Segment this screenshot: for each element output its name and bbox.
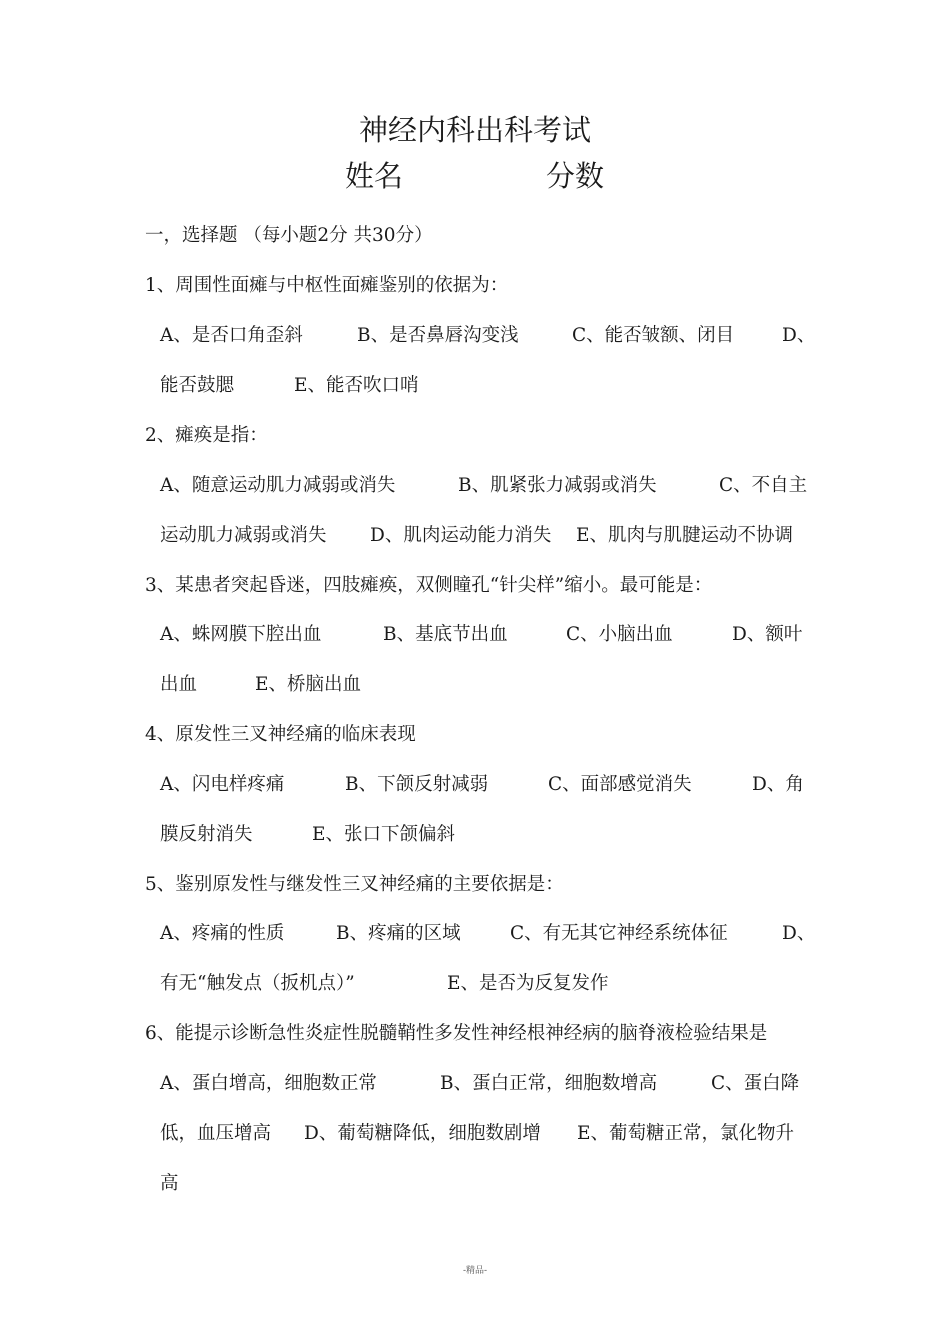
question-stem: 4、原发性三叉神经痛的临床表现 [145,724,416,745]
option: C、能否皱额、闭目 [572,325,735,346]
exam-title: 神经内科出科考试 [358,113,591,147]
option: E、桥脑出血 [255,674,362,695]
option: C、面部感觉消失 [548,774,692,795]
option: 出血 [160,674,198,695]
option: 有无“触发点（扳机点）” [160,973,355,994]
option: C、蛋白降 [711,1073,800,1094]
option: E、张口下颌偏斜 [312,824,456,845]
option: B、下颌反射减弱 [345,774,489,795]
option: D、葡萄糖降低，细胞数剧增 [304,1123,541,1144]
option: B、基底节出血 [383,624,508,645]
option: A、随意运动肌力减弱或消失 [160,475,396,496]
question-stem: 2、瘫痪是指： [145,425,268,446]
option: A、闪电样疼痛 [160,774,285,795]
section-heading: 一，选择题 （每小题2分 共30分） [145,225,433,246]
option: B、肌紧张力减弱或消失 [458,475,657,496]
option: E、葡萄糖正常，氯化物升 [577,1123,795,1144]
option: 运动肌力减弱或消失 [160,525,327,546]
option: C、不自主 [719,475,808,496]
option: C、小脑出血 [566,624,673,645]
option: D、肌肉运动能力消失 [370,525,552,546]
option: A、蛛网膜下腔出血 [160,624,322,645]
option: E、能否吹口哨 [294,375,419,396]
option: E、是否为反复发作 [447,973,609,994]
name-label: 姓名 [345,159,404,193]
option: D、角 [752,774,804,795]
question-stem: 3、某患者突起昏迷，四肢瘫痪，双侧瞳孔“针尖样”缩小。最可能是： [145,575,713,596]
option: D、 [782,923,816,944]
option: E、肌肉与肌腱运动不协调 [576,525,794,546]
score-label: 分数 [546,159,605,193]
option: 高 [160,1173,179,1194]
option: C、有无其它神经系统体征 [510,923,728,944]
question-stem: 1、周围性面瘫与中枢性面瘫鉴别的依据为： [145,275,509,296]
option: B、是否鼻唇沟变浅 [357,325,519,346]
question-stem: 6、能提示诊断急性炎症性脱髓鞘性多发性神经根神经病的脑脊液检验结果是 [145,1023,768,1044]
option: 膜反射消失 [160,824,253,845]
option: A、蛋白增高，细胞数正常 [160,1073,377,1094]
page-footer: -精品- [462,1266,488,1276]
option: D、额叶 [732,624,803,645]
option: D、 [782,325,816,346]
option: 能否鼓腮 [160,375,235,396]
option: A、疼痛的性质 [160,923,285,944]
question-stem: 5、鉴别原发性与继发性三叉神经痛的主要依据是： [145,874,564,895]
option: 低，血压增高 [160,1123,272,1144]
option: B、蛋白正常，细胞数增高 [440,1073,658,1094]
option: A、是否口角歪斜 [160,325,303,346]
option: B、疼痛的区域 [336,923,461,944]
